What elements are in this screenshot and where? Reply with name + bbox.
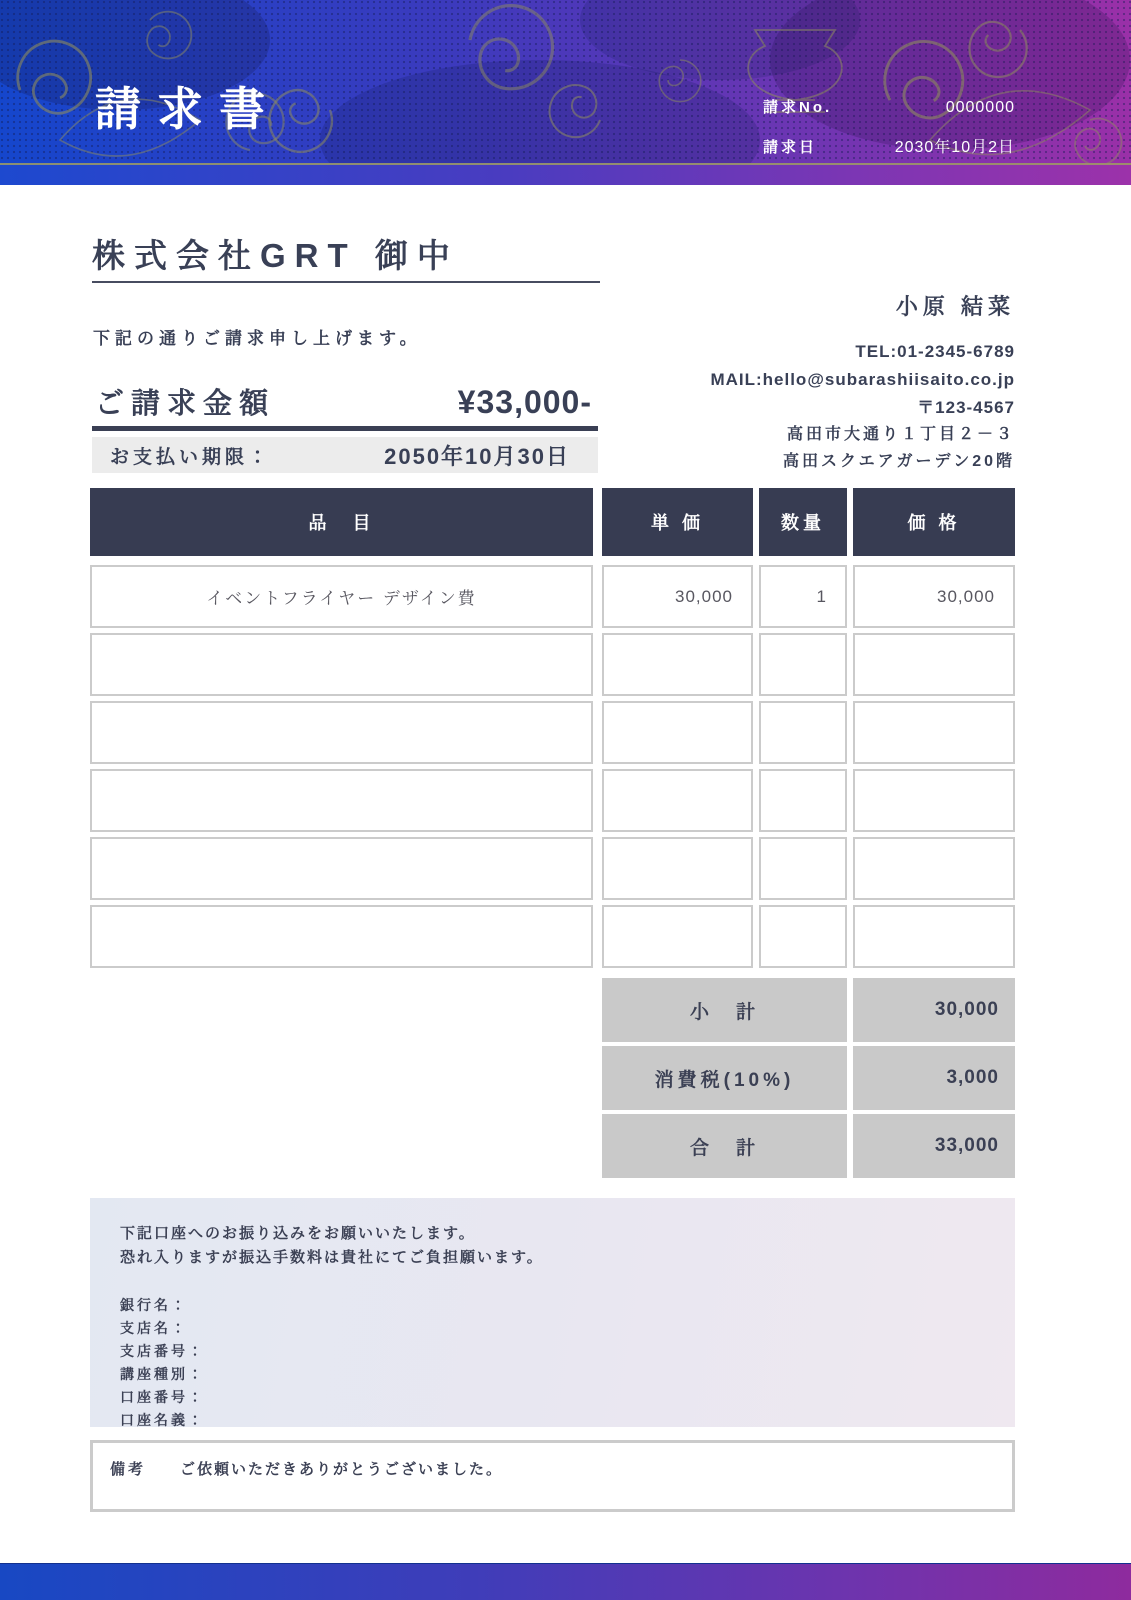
subtotal-row: [602, 978, 1015, 1042]
amount-divider-rule: [92, 426, 598, 431]
unit-price-cell: 30,000: [602, 565, 753, 628]
unit-price-cell: [602, 701, 753, 764]
remarks-text: ご依頼いただきありがとうございました。: [180, 1461, 504, 1478]
tax-row: [602, 1046, 1015, 1110]
issuer-info: [710, 290, 1015, 481]
bank-fields-list: [120, 1294, 985, 1432]
unit-price-cell: [602, 769, 753, 832]
quantity-cell: 1: [759, 565, 847, 628]
issuer-postal-code: 〒123-4567: [917, 398, 1015, 417]
grand-total-label: 合 計: [602, 1114, 847, 1178]
branch-name-label: 支店名：: [120, 1320, 188, 1336]
table-row: [90, 769, 1015, 832]
price-cell: [853, 837, 1015, 900]
invoice-meta: [763, 96, 1015, 174]
header-banner: [0, 0, 1131, 185]
branch-number-label: 支店番号：: [120, 1343, 205, 1359]
item-name-cell: [90, 905, 593, 968]
billed-amount-value: ¥33,000-: [457, 384, 592, 420]
issuer-mail: MAIL:hello@subarashiisaito.co.jp: [710, 370, 1015, 389]
item-name-cell: [90, 769, 593, 832]
table-row: [90, 633, 1015, 696]
account-type-label: 講座種別：: [120, 1366, 205, 1382]
billed-amount-row: [95, 381, 592, 422]
tax-value: 3,000: [853, 1046, 1015, 1110]
quantity-cell: [759, 701, 847, 764]
item-name-cell: [90, 633, 593, 696]
column-header-item: 品 目: [90, 488, 593, 556]
invoice-number-label: 請求No.: [763, 99, 833, 116]
price-cell: [853, 633, 1015, 696]
column-header-unit-price: 単 価: [602, 488, 753, 556]
footer-gradient-bar: [0, 1563, 1131, 1600]
unit-price-cell: [602, 633, 753, 696]
recipient-underline: [92, 281, 600, 283]
invoice-date-row: [763, 134, 1015, 157]
price-cell: [853, 701, 1015, 764]
price-cell: [853, 769, 1015, 832]
quantity-cell: [759, 633, 847, 696]
issuer-address-line2: 高田スクエアガーデン20階: [783, 453, 1015, 470]
greeting-text: 下記の通りご請求申し上げます。: [93, 329, 422, 348]
table-row: [90, 837, 1015, 900]
bank-note-line1: 下記口座へのお振り込みをお願いいたします。: [120, 1225, 476, 1242]
grand-total-row: [602, 1114, 1015, 1178]
table-row: [90, 905, 1015, 968]
column-header-price: 価 格: [853, 488, 1015, 556]
invoice-date-value: 2030年10月2日: [894, 139, 1015, 156]
issuer-name: 小原 結菜: [895, 294, 1015, 319]
subtotal-value: 30,000: [853, 978, 1015, 1042]
tax-label: 消費税(10%): [602, 1046, 847, 1110]
price-cell: 30,000: [853, 565, 1015, 628]
invoice-number-row: [763, 96, 1015, 117]
price-cell: [853, 905, 1015, 968]
bank-transfer-box: [90, 1198, 1015, 1427]
item-name-cell: イベントフライヤー デザイン費: [90, 565, 593, 628]
table-row: [90, 701, 1015, 764]
item-name-cell: [90, 701, 593, 764]
payment-due-box: [92, 437, 598, 473]
quantity-cell: [759, 837, 847, 900]
invoice-date-label: 請求日: [763, 139, 818, 156]
issuer-address-line1: 高田市大通り１丁目２－３: [786, 426, 1015, 443]
table-row: [90, 565, 1015, 628]
grand-total-value: 33,000: [853, 1114, 1015, 1178]
account-holder-label: 口座名義：: [120, 1412, 205, 1428]
items-table-header: [90, 488, 1015, 556]
billed-amount-label: ご請求金額: [95, 388, 276, 420]
payment-due-label: お支払い期限：: [110, 446, 272, 468]
quantity-cell: [759, 769, 847, 832]
subtotal-label: 小 計: [602, 978, 847, 1042]
item-name-cell: [90, 837, 593, 900]
unit-price-cell: [602, 837, 753, 900]
quantity-cell: [759, 905, 847, 968]
account-number-label: 口座番号：: [120, 1389, 205, 1405]
unit-price-cell: [602, 905, 753, 968]
document-title: 請求書: [95, 83, 281, 135]
recipient-company-name: 株式会社GRT 御中: [92, 237, 459, 274]
issuer-tel: TEL:01-2345-6789: [855, 342, 1015, 361]
remarks-box: [90, 1440, 1015, 1512]
remarks-label: 備考: [110, 1461, 147, 1478]
column-header-quantity: 数量: [759, 488, 847, 556]
bank-note-line2: 恐れ入りますが振込手数料は貴社にてご負担願います。: [120, 1249, 544, 1266]
bank-name-label: 銀行名：: [120, 1297, 188, 1313]
payment-due-value: 2050年10月30日: [384, 443, 570, 469]
invoice-number-value: 0000000: [945, 99, 1015, 116]
